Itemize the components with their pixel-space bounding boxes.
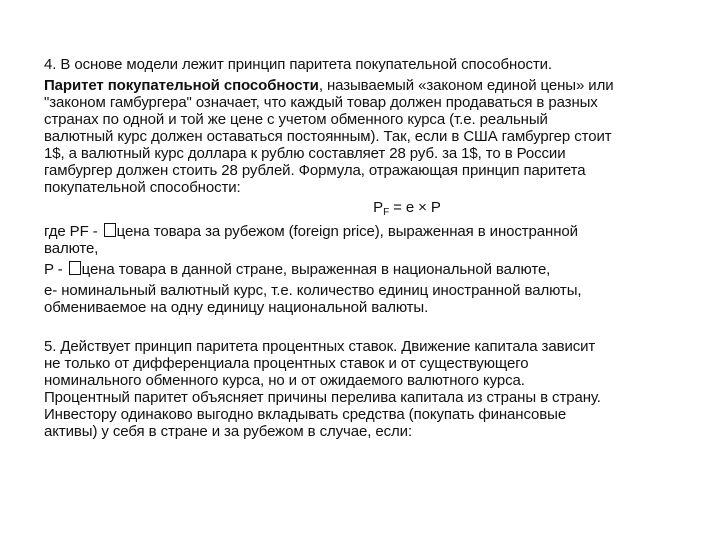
section-5-line-1: 5. Действует принцип паритета процентных ставок. Движение капитала зависит bbox=[44, 338, 596, 355]
formula-subscript: F bbox=[383, 207, 390, 218]
section-5-line-3: номинального обменного курса, но и от ожидаемого валютного курса. bbox=[44, 372, 525, 389]
ppp-definition-line-1 bbox=[44, 77, 670, 94]
section-4 bbox=[44, 56, 670, 316]
formula-rest: = e × P bbox=[389, 199, 441, 216]
missing-glyph-icon bbox=[69, 261, 81, 275]
definition-pf bbox=[44, 223, 670, 240]
section-5-line-5: Инвестору одинаково выгодно вкладывать средства (покупать финансовые bbox=[44, 406, 567, 423]
section-gap bbox=[44, 316, 670, 338]
section-5-line-2: не только от дифференциала процентных ставок и от существующего bbox=[44, 355, 529, 372]
section-5-line-6: активы) у себя в стране и за рубежом в случае, если: bbox=[44, 423, 413, 440]
definition-p bbox=[44, 261, 670, 278]
definition-e-line-1: e- номинальный валютный курс, т.е. количество единиц иностранной валюты, bbox=[44, 282, 582, 299]
definition-pf-text: цена товара за рубежом (foreign price), выраженная в иностранной bbox=[116, 223, 578, 240]
ppp-formula bbox=[44, 199, 670, 221]
ppp-definition-line-6: гамбургер должен стоить 28 рублей. Формула, отражающая принцип паритета bbox=[44, 162, 586, 179]
ppp-definition-rest: , называемый «законом единой цены» или bbox=[318, 77, 614, 94]
section-4-heading: 4. В основе модели лежит принцип паритета покупательной способности. bbox=[44, 56, 552, 73]
definition-p-text: цена товара в данной стране, выраженная в национальной валюте, bbox=[81, 261, 551, 278]
missing-glyph-icon bbox=[104, 223, 116, 237]
ppp-definition-line-5: 1$, а валютный курс доллара к рублю составляет 28 руб. за 1$, то в России bbox=[44, 145, 566, 162]
definition-pf-symbol: где PF - bbox=[44, 223, 102, 240]
ppp-definition-line-4: валютный курс должен оставаться постоянным). Так, если в США гамбургер стоит bbox=[44, 128, 612, 145]
formula-base: P bbox=[373, 199, 384, 216]
definition-e-line-2: обмениваемое на одну единицу национальной валюты. bbox=[44, 299, 429, 316]
ppp-definition-line-2: "законом гамбургера" означает, что каждый товар должен продаваться в разных bbox=[44, 94, 598, 111]
section-5-line-4: Процентный паритет объясняет причины перелива капитала из страны в страну. bbox=[44, 389, 601, 406]
section-5 bbox=[44, 338, 670, 440]
ppp-definition-line-7: покупательной способности: bbox=[44, 179, 241, 196]
ppp-term: Паритет покупательной способности bbox=[44, 77, 319, 94]
definition-pf-continued: валюте, bbox=[44, 240, 99, 257]
definition-p-symbol: P - bbox=[44, 261, 67, 278]
ppp-definition-line-3: странах по одной и той же цене с учетом обменного курса (т.е. реальный bbox=[44, 111, 548, 128]
